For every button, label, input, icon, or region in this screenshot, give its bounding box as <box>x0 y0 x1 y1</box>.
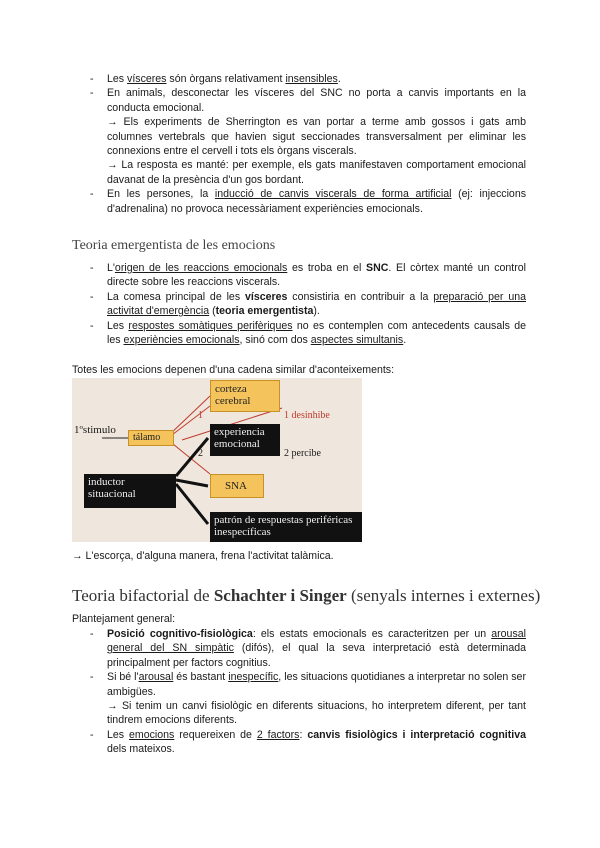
underlined-term: 2 factors <box>256 728 300 741</box>
step-2-label: 2 <box>198 448 203 459</box>
sna-box: SNA <box>210 474 264 498</box>
list-item <box>90 670 526 728</box>
text: : <box>299 728 308 741</box>
emergentista-bullet-list <box>90 261 526 347</box>
patron-box: patrón de respuestas periféricas inespecíficas <box>210 512 362 542</box>
heading-bold-text: Schachter i Singer <box>213 586 347 605</box>
section-heading-bifactorial <box>72 586 540 606</box>
underlined-term: experiències emocionals <box>123 334 240 347</box>
underlined-term: inducció de canvis viscerals de forma artificial <box>214 188 452 201</box>
plantejament-label: Plantejament general: <box>72 613 176 625</box>
text: , les situacions quotidianes a interpretar no solen ser ambigües. <box>107 671 526 698</box>
experiencia-box: experiencia emocional <box>210 424 280 456</box>
text: Les <box>107 319 129 332</box>
underlined-term: arousal <box>138 671 174 684</box>
text: requereixen de <box>174 728 257 741</box>
talamo-box: tálamo <box>128 430 174 446</box>
text: . <box>337 73 341 85</box>
list-item <box>90 187 526 216</box>
list-item <box>90 86 526 187</box>
text: . El còrtex manté un control directe sobre les reaccions viscerals. <box>107 262 526 289</box>
underlined-term: origen de les reaccions emocionals <box>114 262 288 274</box>
section-heading-emergentista: Teoria emergentista de les emocions <box>72 238 276 253</box>
text: Les <box>107 73 128 85</box>
underlined-term: aspectes simultanis <box>310 334 404 347</box>
underlined-term: respostes somàtiques perifèriques <box>128 319 293 332</box>
heading-text: Teoria bifactorial de <box>72 586 214 605</box>
heading-text: (senyals internes i externes) <box>346 586 541 605</box>
underlined-term: insensibles <box>285 73 338 85</box>
text: L' <box>107 262 115 274</box>
underlined-term: vísceres <box>127 73 167 85</box>
list-item <box>90 319 526 348</box>
list-item <box>90 290 526 319</box>
bold-term: vísceres <box>245 290 288 303</box>
arrow-inductor-pattern <box>176 484 208 524</box>
arrow-note: → Si tenim un canvi fisiològic en diferents situacions, ho interpretem diferent, per tant tindrem emocions diferents. <box>107 700 526 727</box>
stimulus-label: 1ºstimulo <box>74 424 116 436</box>
text: no es contemplen com antecedents causals de les <box>107 319 526 347</box>
underlined-term: emocions <box>129 728 175 741</box>
underlined-term: inespecífic <box>228 671 279 684</box>
arrow-inductor-sna <box>176 480 208 486</box>
arrow-note: → Els experiments de Sherrington es van portar a terme amb gossos i gats amb columnes vertebrals que havien sigut seccionades transversalment per eliminar les connexions entre el cervell i tots els òrgans viscerals. <box>107 116 526 158</box>
text: (difós), el qual la seva interpretació està determinada principalment per factors cognitius. <box>107 642 526 669</box>
text: En les persones, la <box>107 188 215 201</box>
list-item <box>90 261 526 290</box>
text: , sinó com dos <box>239 334 311 347</box>
arrow-inductor-experience <box>176 438 208 476</box>
desinhibe-label: 1 desinhibe <box>284 410 330 421</box>
diagram-caption: → L'escorça, d'alguna manera, frena l'activitat talàmica. <box>72 550 334 562</box>
text: La comesa principal de les <box>107 290 245 303</box>
text: dels mateixos. <box>107 743 175 756</box>
text: (ej: injeccions d'adrenalina) no provoca necessàriament experiències emocionals. <box>107 188 527 215</box>
text: es troba en el <box>287 262 367 274</box>
inductor-box: inductor situacional <box>84 474 176 508</box>
bifactorial-bullet-list <box>90 627 526 757</box>
bold-term: SNC <box>366 262 389 274</box>
text: ). <box>313 305 320 318</box>
text: ( <box>209 305 216 318</box>
list-item <box>90 72 526 86</box>
text: consistiria en contribuir a la <box>287 290 434 303</box>
text: En animals, desconectar les vísceres del SNC no porta a canvis importants en la conducta emocional. <box>107 87 526 114</box>
step-1-label: 1 <box>198 410 203 421</box>
text: són òrgans relativament <box>166 73 286 85</box>
percibe-label: 2 percibe <box>284 448 321 459</box>
chain-intro-text: Totes les emocions depenen d'una cadena similar d'aconteixements: <box>72 364 395 376</box>
text: Si bé l' <box>107 671 139 684</box>
bold-term: Posició cognitivo-fisiològica <box>107 628 253 640</box>
text: . <box>403 334 407 347</box>
list-item <box>90 627 526 670</box>
text: Les <box>107 728 130 741</box>
text: és bastant <box>173 671 229 684</box>
emotion-chain-diagram <box>72 378 362 542</box>
viscera-bullet-list <box>90 72 526 216</box>
bold-term: teoria emergentista <box>215 305 314 318</box>
arrow-note: → La resposta es manté: per exemple, els gats manifestaven comportament emocional davanat de la presència d'un gos bordant. <box>107 159 526 186</box>
list-item <box>90 728 526 757</box>
underlined-term: preparació per una activitat d'emergència <box>107 290 526 318</box>
text: : els estats emocionals es caracteritzen per un <box>252 628 492 640</box>
corteza-box: corteza cerebral <box>210 380 280 412</box>
bold-term: canvis fisiològics i interpretació cognitiva <box>307 728 527 741</box>
arrow-thalamus-cortex <box>168 396 210 436</box>
underlined-term: arousal general del SN simpàtic <box>107 628 526 655</box>
